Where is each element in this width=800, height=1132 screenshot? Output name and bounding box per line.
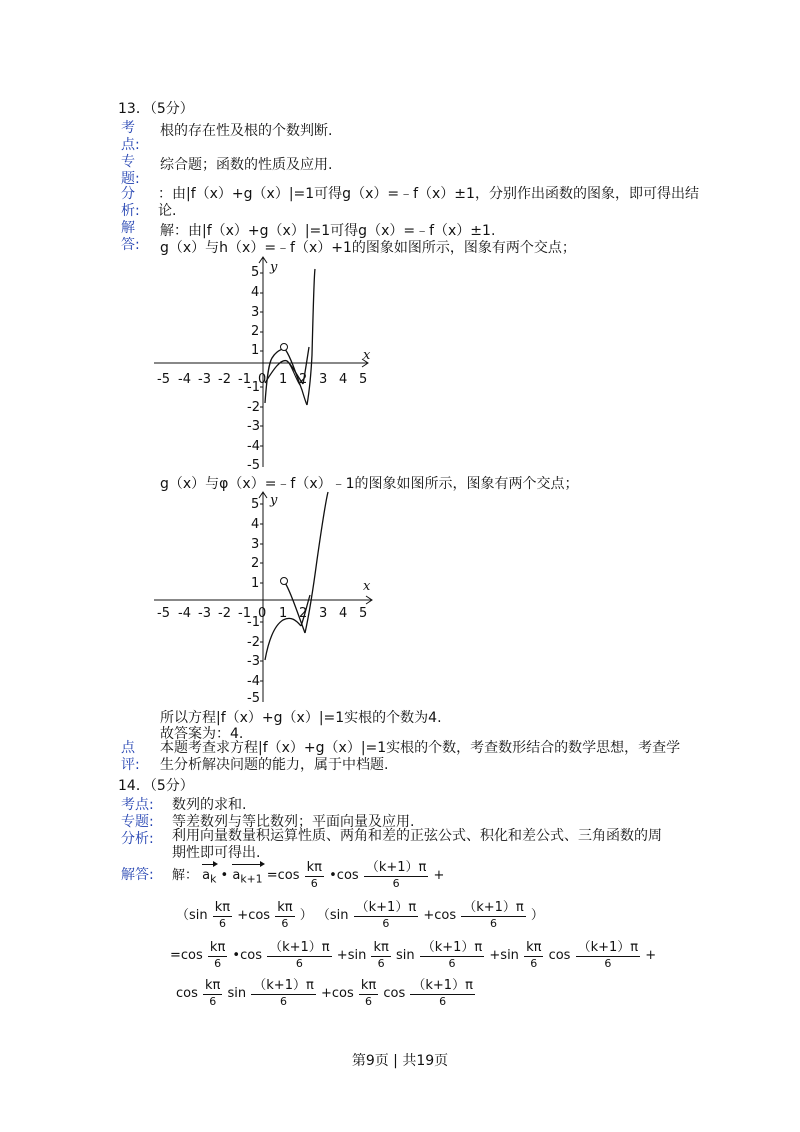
x-tick: -4 [178,372,191,387]
zhuanti-text: 综合题；函数的性质及应用. [160,157,333,173]
x-tick: -3 [198,606,211,621]
x-ticks [157,606,367,621]
x-tick: 2 [299,372,308,387]
fenxi-label: 分 析: [121,186,140,219]
q14-zhuanti-label: 专题: [121,814,154,830]
fraction: $\frac{k\pi}{6}$ [277,900,293,930]
formula-line-4: cos $\frac{k\pi}{6}$ sin $\frac{(k+1)\pi}{6}$ +cos $\frac{k\pi}{6}$ cos $\frac{(k+1)\pi}{6}$ [176,978,473,1008]
x-tick: 5 [359,372,368,387]
fraction: $\frac{k\pi}{6}$ [214,900,231,930]
y-tick: -3 [247,419,260,434]
page-footer: 第9页 | 共19页 [351,1053,449,1069]
fraction: $\frac{(k+1)\pi}{6}$ [269,940,330,970]
question-14-number: 14．（5分） [118,778,194,794]
q14-fenxi-text: 利用向量数量积运算性质、两角和差的正弦公式、积化和差公式、三角函数的周 期性即可得出. [172,828,662,861]
y-tick: -1 [247,380,260,395]
dianping-text: 本题考查求方程|f（x）+g（x）|=1实根的个数，考查数形结合的数学思想，考查学 生分析解决问题的能力，属于中档题. [160,740,681,773]
x-tick: -3 [198,372,211,387]
x-tick: 1 [279,372,288,387]
open-point [281,578,288,585]
jieda-line-1: 解：由|f（x）+g（x）|=1可得g（x）=﹣f（x）±1. [160,223,496,239]
fraction: $\frac{(k+1)\pi}{6}$ [253,978,314,1008]
y-tick: 3 [251,305,260,320]
x-tick: -2 [218,606,231,621]
fraction: $\frac{(k+1)\pi}{6}$ [421,940,483,970]
jieda-line-2: g（x）与h（x）=﹣f（x）+1的图象如图所示，图象有两个交点； [160,240,576,256]
dianping-label: 点 评: [121,740,140,773]
y-tick: 2 [251,324,260,339]
x-axis-label: x [363,579,371,594]
vector-a-k1: $a_{k+1}$ [232,862,262,886]
graph-h [150,255,380,470]
x-tick: 3 [319,606,328,621]
x-axis-label: x [363,348,371,363]
x-tick: 0 [258,372,267,387]
y-tick: -4 [247,674,260,689]
x-tick: -4 [178,606,191,621]
y-tick: 1 [251,343,260,358]
q14-kaodian-label: 考点: [121,797,154,813]
fraction: $\frac{k\pi}{6}$ [526,940,542,970]
fraction: $\frac{k\pi}{6}$ [205,978,221,1008]
y-tick: 1 [251,576,260,591]
curve-phi-left [265,618,301,660]
kaodian-label: 考 点: [121,120,140,153]
curve-g-right [307,269,315,405]
x-tick: -5 [157,606,170,621]
y-tick: -1 [247,615,260,630]
x-tick: 0 [258,606,267,621]
jieda-line-5: 故答案为：4. [160,726,244,742]
y-tick: 5 [251,497,260,512]
y-tick: 5 [251,265,260,280]
y-tick: -5 [247,691,260,705]
y-tick: -2 [247,400,260,415]
jieda-line-3: g（x）与φ（x）=﹣f（x）﹣1的图象如图所示，图象有两个交点； [160,476,579,492]
fraction: $\frac{(k+1)\pi}{6}$ [577,940,639,970]
y-tick: 3 [251,537,260,552]
formula-line-2: （sin $\frac{k\pi}{6}$ +cos $\frac{k\pi}{6}$ ） （sin $\frac{(k+1)\pi}{6}$ +cos $\frac{(k+1)\pi}{6}$ ） [176,900,544,930]
y-ticks [247,265,263,470]
x-tick: 4 [339,372,348,387]
q14-kaodian-text: 数列的求和. [172,797,247,813]
y-tick: -2 [247,635,260,650]
fraction: $\frac{k\pi}{6}$ [306,860,322,890]
x-tick: 5 [359,606,368,621]
y-tick: 4 [251,517,260,532]
y-tick: -5 [247,458,260,470]
x-tick: 3 [319,372,328,387]
question-13-number: 13．（5分） [118,101,194,117]
x-tick: 1 [279,606,288,621]
fraction: $\frac{(k+1)\pi}{6}$ [365,860,427,890]
x-tick: 4 [339,606,348,621]
jieda-line-4: 所以方程|f（x）+g（x）|=1实根的个数为4. [160,710,442,726]
fraction: $\frac{(k+1)\pi}{6}$ [463,900,524,930]
jieda-label: 解 答: [121,220,140,253]
y-axis-label: y [270,493,278,508]
y-tick: 2 [251,556,260,571]
formula-line-1: 解： $a_k$ • $a_{k+1} =\cos$ $\frac{k\pi}{6}$ •cos $\frac{(k+1)\pi}{6}$ + [172,860,445,890]
x-tick: -1 [238,606,251,621]
q14-fenxi-label: 分析: [121,831,154,847]
y-ticks [247,497,263,705]
x-tick: -1 [238,372,251,387]
fraction: $\frac{(k+1)\pi}{6}$ [355,900,417,930]
y-tick: -3 [247,654,260,669]
x-tick: 2 [299,606,308,621]
fenxi-text: ：由|f（x）+g（x）|=1可得g（x）=﹣f（x）±1，分别作出函数的图象，即可得出结 论. [158,186,699,219]
y-tick: 4 [251,285,260,300]
q14-zhuanti-text: 等差数列与等比数列；平面向量及应用. [172,814,415,830]
open-point [281,344,288,351]
zhuanti-label: 专 题: [121,154,140,187]
kaodian-text: 根的存在性及根的个数判断. [160,123,333,139]
fraction: $\frac{k\pi}{6}$ [360,978,377,1008]
y-tick: -4 [247,439,260,454]
formula-line-3: =cos $\frac{k\pi}{6}$ •cos $\frac{(k+1)\pi}{6}$ +sin $\frac{k\pi}{6}$ sin $\frac{(k+1)\pi}{6}$ +sin $\frac{k\pi}{6}$ cos $\frac{(k+1)\pi}{6}$ + [170,940,657,970]
vector-a-k: $a_k$ [202,862,216,886]
graph-phi [150,490,380,705]
fraction: $\frac{k\pi}{6}$ [373,940,389,970]
fraction: $\frac{k\pi}{6}$ [209,940,226,970]
x-tick: -2 [218,372,231,387]
x-tick: -5 [157,372,170,387]
x-ticks [157,372,367,387]
y-axis-label: y [270,260,278,275]
fraction: $\frac{(k+1)\pi}{6}$ [412,978,473,1008]
q14-jieda-label: 解答: [121,867,154,883]
